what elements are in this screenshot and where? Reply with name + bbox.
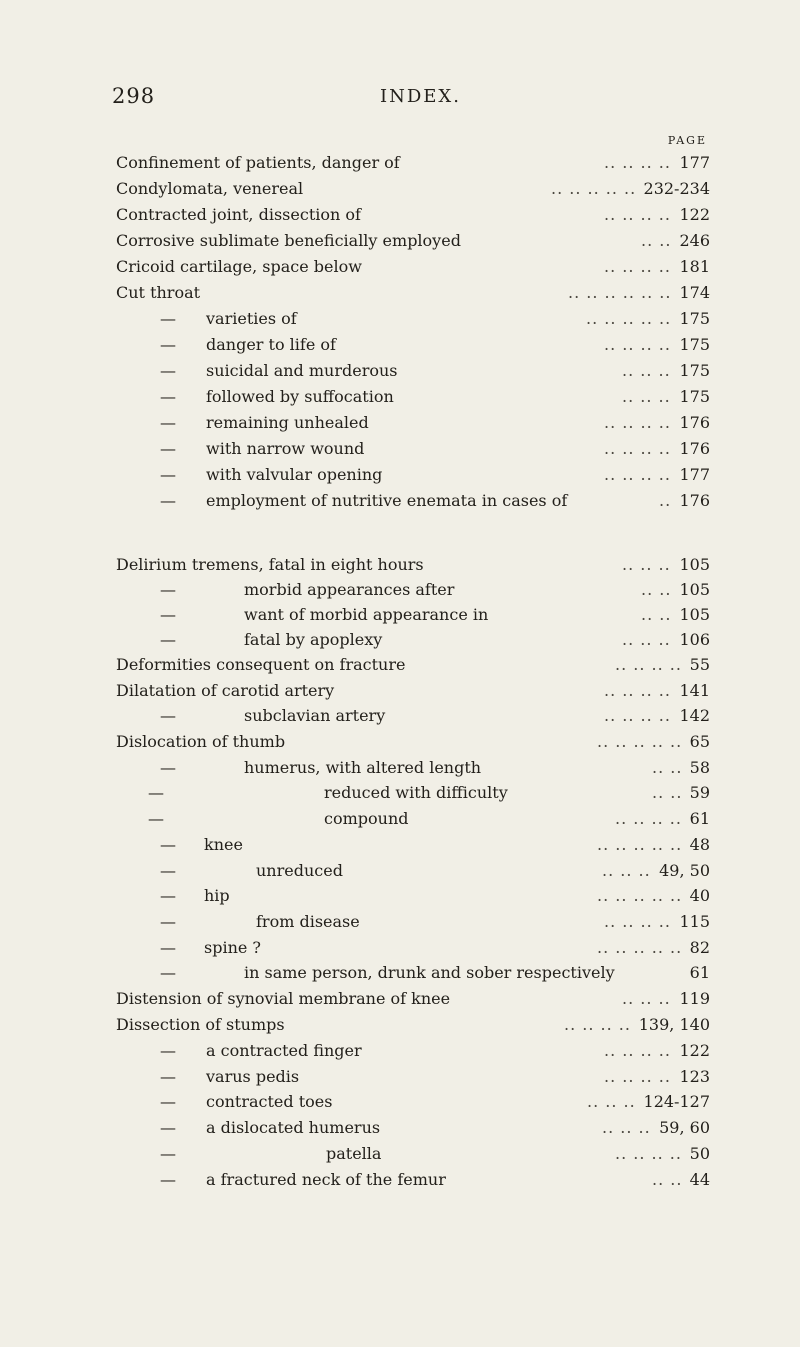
entry-text: fatal by apoplexy: [244, 630, 383, 649]
index-heading-entry: [116, 986, 710, 1012]
page-reference: 177: [679, 153, 710, 172]
ditto-dash: —: [160, 835, 176, 854]
dot-leader: .. .. .. ..: [604, 706, 671, 725]
ditto-dash: —: [160, 605, 176, 624]
index-heading-entry: [116, 176, 710, 202]
entry-text: a dislocated humerus: [206, 1118, 381, 1137]
index-subentry: [116, 1115, 710, 1141]
dot-leader: .. .. .. ..: [604, 439, 671, 458]
ditto-dash: —: [160, 387, 176, 406]
dot-leader: .. .. .. ..: [604, 413, 671, 432]
dot-leader: .. .. ..: [622, 630, 671, 649]
dot-leader: .. .. ..: [622, 387, 671, 406]
index-subentry: [116, 410, 710, 436]
dot-leader: .. .. .. .. ..: [597, 732, 683, 751]
ditto-dash: —: [160, 439, 176, 458]
page-reference: 122: [679, 205, 710, 224]
entry-text: Delirium tremens, fatal in eight hours: [116, 555, 424, 574]
index-subentry: [116, 703, 710, 729]
index-subentry: [116, 1089, 710, 1115]
index-subentry: [116, 1141, 710, 1167]
index-subentry: [116, 806, 710, 832]
dot-leader: .. .. .. ..: [604, 205, 671, 224]
ditto-dash: —: [160, 309, 176, 328]
index-subentry: [116, 909, 710, 935]
page-reference: 61: [689, 963, 710, 982]
dot-leader: .. .. .. ..: [604, 912, 671, 931]
dot-leader: .. .. .. ..: [604, 335, 671, 354]
entry-text: remaining unhealed: [206, 413, 369, 432]
index-subentry: [116, 384, 710, 410]
index-heading-entry: [116, 678, 710, 704]
dot-leader: .. .. .. ..: [615, 1144, 682, 1163]
ditto-dash: —: [160, 1041, 176, 1060]
entry-text: with valvular opening: [206, 465, 383, 484]
dot-leader: .. ..: [652, 1170, 683, 1189]
dot-leader: .. ..: [652, 758, 683, 777]
dot-leader: ..: [659, 491, 672, 510]
entry-text: Dilatation of carotid artery: [116, 681, 335, 700]
entry-text: Deformities consequent on fracture: [116, 655, 406, 674]
index-heading-entry: [116, 254, 710, 280]
page-reference: 175: [679, 361, 710, 380]
index-subentry: [116, 832, 710, 858]
page-reference: 123: [679, 1067, 710, 1086]
ditto-dash: —: [160, 886, 176, 905]
ditto-dash: —: [160, 706, 176, 725]
ditto-dash: —: [148, 783, 164, 802]
dot-leader: .. .. .. .. ..: [597, 938, 683, 957]
ditto-dash: —: [160, 1144, 176, 1163]
entry-text: Dissection of stumps: [116, 1015, 285, 1034]
index-subentry: [116, 577, 710, 603]
dot-leader: .. .. .. ..: [604, 1041, 671, 1060]
page-column-label: PAGE: [667, 134, 707, 147]
index-subentry: [116, 1167, 710, 1193]
dot-leader: .. .. ..: [602, 1118, 651, 1137]
dot-leader: .. ..: [641, 231, 672, 250]
page-reference: 232-234: [643, 179, 710, 198]
page-reference: 65: [689, 732, 710, 751]
index-subentry: [116, 462, 710, 488]
index-subentry: [116, 1038, 710, 1064]
dot-leader: .. ..: [652, 783, 683, 802]
index-subentry: [116, 755, 710, 781]
page-reference: 59, 60: [659, 1118, 710, 1137]
page-reference: 115: [679, 912, 710, 931]
ditto-dash: —: [160, 465, 176, 484]
page-reference: 141: [679, 681, 710, 700]
page-reference: 176: [679, 413, 710, 432]
dot-leader: .. ..: [641, 580, 672, 599]
entry-text: Cricoid cartilage, space below: [116, 257, 362, 276]
entry-text: contracted toes: [206, 1092, 333, 1111]
entry-text: varus pedis: [206, 1067, 300, 1086]
entry-text: a fractured neck of the femur: [206, 1170, 446, 1189]
dot-leader: .. .. .. ..: [604, 153, 671, 172]
index-subentry: [116, 436, 710, 462]
dot-leader: .. .. .. ..: [604, 257, 671, 276]
entry-text: Cut throat: [116, 283, 201, 302]
entry-text: followed by suffocation: [206, 387, 394, 406]
ditto-dash: —: [160, 1118, 176, 1137]
dot-leader: .. .. .. ..: [615, 809, 682, 828]
entry-text: knee: [204, 835, 243, 854]
entry-text: Corrosive sublimate beneficially employed: [116, 231, 461, 250]
index-heading-entry: [116, 729, 710, 755]
entry-text: Confinement of patients, danger of: [116, 153, 400, 172]
entry-text: suicidal and murderous: [206, 361, 398, 380]
index-heading-entry: [116, 228, 710, 254]
index-heading-entry: [116, 280, 710, 306]
page-reference: 181: [679, 257, 710, 276]
entry-text: Distension of synovial membrane of knee: [116, 989, 451, 1008]
page-reference: 40: [689, 886, 710, 905]
page-reference: 59: [689, 783, 710, 802]
entry-text: danger to life of: [206, 335, 336, 354]
page-reference: 246: [679, 231, 710, 250]
page-reference: 175: [679, 387, 710, 406]
page-reference: 58: [689, 758, 710, 777]
dot-leader: .. .. ..: [622, 361, 671, 380]
page-reference: 61: [689, 809, 710, 828]
ditto-dash: —: [160, 335, 176, 354]
page-reference: 105: [679, 555, 710, 574]
page-reference: 44: [689, 1170, 710, 1189]
page-reference: 175: [679, 309, 710, 328]
entry-text: varieties of: [206, 309, 297, 328]
page-reference: 176: [679, 439, 710, 458]
ditto-dash: —: [160, 580, 176, 599]
page-reference: 49, 50: [659, 861, 710, 880]
index-heading-entry: [116, 652, 710, 678]
index-subentry: [116, 780, 710, 806]
index-subentry: [116, 960, 710, 986]
entry-text: patella: [326, 1144, 382, 1163]
index-subentry: [116, 602, 710, 628]
ditto-dash: —: [160, 758, 176, 777]
index-heading-entry: [116, 1012, 710, 1038]
dot-leader: .. .. .. .. .. ..: [568, 283, 672, 302]
dot-leader: .. .. .. .. ..: [586, 309, 672, 328]
ditto-dash: —: [148, 809, 164, 828]
entry-text: Condylomata, venereal: [116, 179, 304, 198]
running-title: INDEX.: [380, 86, 461, 107]
entry-text: compound: [324, 809, 409, 828]
index-subentry: [116, 306, 710, 332]
ditto-dash: —: [160, 630, 176, 649]
dot-leader: .. .. .. .. ..: [551, 179, 637, 198]
entry-text: spine ?: [204, 938, 262, 957]
page-reference: 55: [689, 655, 710, 674]
page-reference: 174: [679, 283, 710, 302]
page-reference: 50: [689, 1144, 710, 1163]
dot-leader: .. .. .. .. ..: [597, 835, 683, 854]
entry-text: unreduced: [256, 861, 343, 880]
page-reference: 176: [679, 491, 710, 510]
ditto-dash: —: [160, 1067, 176, 1086]
entry-text: reduced with difficulty: [324, 783, 508, 802]
index-subentry: [116, 627, 710, 653]
ditto-dash: —: [160, 938, 176, 957]
entry-text: employment of nutritive enemata in cases of: [206, 491, 568, 510]
entry-text: a contracted finger: [206, 1041, 362, 1060]
index-subentry: [116, 1064, 710, 1090]
dot-leader: .. .. ..: [622, 989, 671, 1008]
dot-leader: .. .. .. ..: [604, 1067, 671, 1086]
page-reference: 119: [679, 989, 710, 1008]
ditto-dash: —: [160, 1092, 176, 1111]
page-reference: 122: [679, 1041, 710, 1060]
dot-leader: .. .. ..: [602, 861, 651, 880]
ditto-dash: —: [160, 491, 176, 510]
dot-leader: .. .. .. .. ..: [597, 886, 683, 905]
ditto-dash: —: [160, 361, 176, 380]
page-reference: 48: [689, 835, 710, 854]
entry-text: with narrow wound: [206, 439, 365, 458]
entry-text: hip: [204, 886, 230, 905]
entry-text: Contracted joint, dissection of: [116, 205, 361, 224]
index-subentry: [116, 858, 710, 884]
page-reference: 177: [679, 465, 710, 484]
ditto-dash: —: [160, 1170, 176, 1189]
entry-text: want of morbid appearance in: [244, 605, 489, 624]
page-reference: 82: [689, 938, 710, 957]
page-reference: 175: [679, 335, 710, 354]
index-subentry: [116, 332, 710, 358]
entry-text: subclavian artery: [244, 706, 386, 725]
index-subentry: [116, 488, 710, 514]
index-subentry: [116, 883, 710, 909]
dot-leader: .. ..: [641, 605, 672, 624]
index-heading-entry: [116, 150, 710, 176]
dot-leader: .. .. ..: [587, 1092, 636, 1111]
page-reference: 139, 140: [638, 1015, 710, 1034]
dot-leader: .. .. .. ..: [604, 465, 671, 484]
page-reference: 142: [679, 706, 710, 725]
dot-leader: .. .. ..: [622, 555, 671, 574]
dot-leader: .. .. .. ..: [564, 1015, 631, 1034]
ditto-dash: —: [160, 861, 176, 880]
index-subentry: [116, 358, 710, 384]
page-reference: 124-127: [643, 1092, 710, 1111]
index-heading-entry: [116, 552, 710, 578]
ditto-dash: —: [160, 963, 176, 982]
ditto-dash: —: [160, 912, 176, 931]
page-number: 298: [112, 84, 156, 108]
page-reference: 106: [679, 630, 710, 649]
entry-text: from disease: [256, 912, 360, 931]
index-heading-entry: [116, 202, 710, 228]
dot-leader: .. .. .. ..: [615, 655, 682, 674]
entry-text: morbid appearances after: [244, 580, 455, 599]
dot-leader: .. .. .. ..: [604, 681, 671, 700]
page-reference: 105: [679, 605, 710, 624]
entry-text: humerus, with altered length: [244, 758, 482, 777]
ditto-dash: —: [160, 413, 176, 432]
entry-text: Dislocation of thumb: [116, 732, 286, 751]
page-reference: 105: [679, 580, 710, 599]
entry-text: in same person, drunk and sober respectively: [244, 963, 615, 982]
index-subentry: [116, 935, 710, 961]
